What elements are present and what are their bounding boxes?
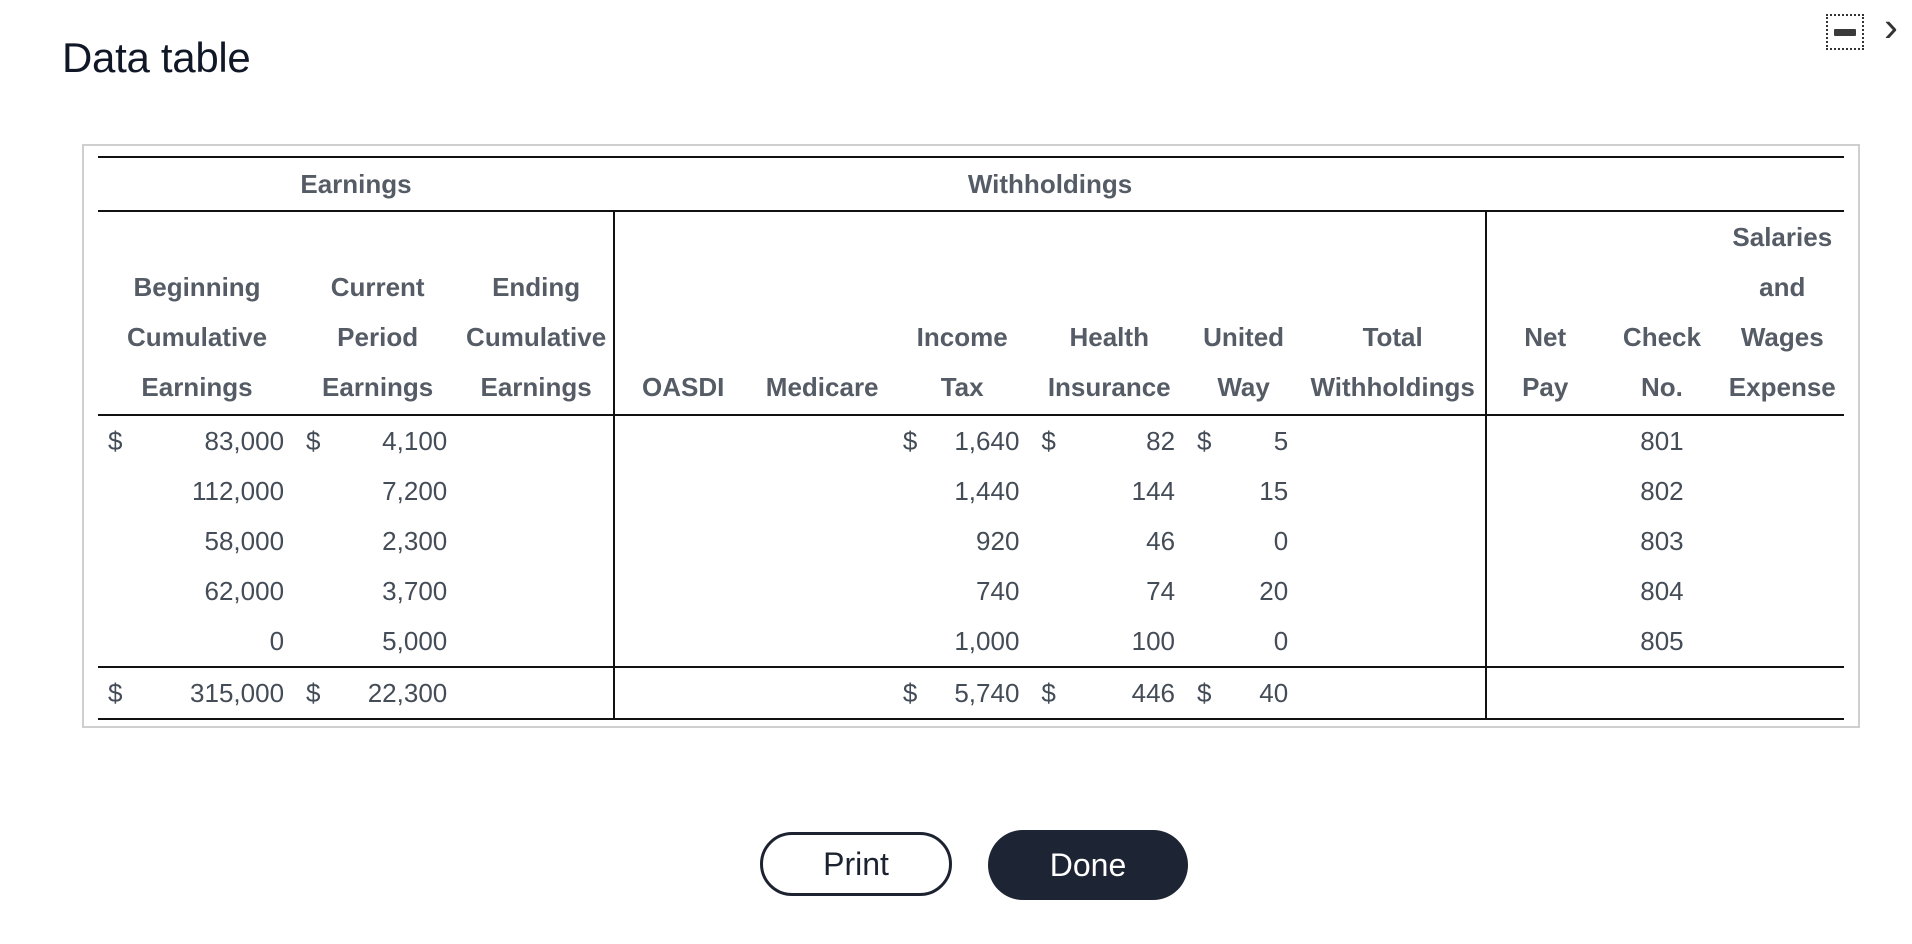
col-header-medicare: Medicare <box>751 211 892 415</box>
ending-cumulative-earnings <box>459 415 614 466</box>
blank-cell <box>1187 516 1244 566</box>
united-way-cell: 20 <box>1259 575 1289 606</box>
total-withholdings-cell <box>1300 516 1486 566</box>
minimize-bar <box>1834 29 1856 36</box>
united-way-cell: 0 <box>1273 525 1289 556</box>
blank-cell <box>1031 516 1092 566</box>
total-total-withholdings <box>1300 667 1486 719</box>
col-header-united-way: United Way <box>1187 211 1300 415</box>
total-net-pay <box>1486 667 1603 719</box>
total-medicare <box>751 667 892 719</box>
total-income-tax: 5,740 <box>954 667 1032 719</box>
current-period-earnings: 5,000 <box>382 625 448 656</box>
income-tax-cell: 1,440 <box>954 475 1020 506</box>
total-salaries-expense <box>1721 667 1844 719</box>
blank-cell <box>1031 616 1092 667</box>
withholdings-group-header: Withholdings <box>614 157 1486 211</box>
ending-cumulative-earnings <box>459 616 614 667</box>
beginning-cumulative-earnings: 112,000 <box>191 475 285 506</box>
done-button[interactable]: Done <box>988 830 1188 900</box>
blank-cell <box>1031 566 1092 616</box>
net-pay-cell <box>1486 466 1603 516</box>
income-tax-cell: 920 <box>976 525 1020 556</box>
income-tax-cell: 1,000 <box>954 625 1020 656</box>
beginning-cumulative-earnings: 0 <box>269 625 285 656</box>
chevron-right-icon[interactable]: › <box>1884 3 1898 50</box>
table-row <box>98 516 1844 566</box>
income-tax-cell: 1,640 <box>954 425 1020 456</box>
total-health-insurance: 446 <box>1092 667 1187 719</box>
dialog-title: Data table <box>62 34 251 81</box>
total-withholdings-cell <box>1300 616 1486 667</box>
blank-cell <box>296 566 367 616</box>
salaries-expense-cell <box>1721 466 1844 516</box>
beginning-cumulative-earnings: 62,000 <box>204 575 285 606</box>
oasdi-cell <box>614 516 751 566</box>
blank-cell <box>1187 466 1244 516</box>
table-row <box>98 566 1844 616</box>
blank-cell <box>98 616 189 667</box>
salaries-expense-cell <box>1721 566 1844 616</box>
ending-cumulative-earnings <box>459 516 614 566</box>
column-header-row <box>98 211 1844 415</box>
print-button[interactable]: Print <box>760 832 952 896</box>
group-header-blank <box>1486 157 1844 211</box>
health-insurance-cell: 100 <box>1131 625 1176 656</box>
col-header-salaries-expense: Salaries and Wages Expense <box>1721 211 1844 415</box>
total-withholdings-cell <box>1300 415 1486 466</box>
blank-cell <box>893 616 954 667</box>
net-pay-cell <box>1486 616 1603 667</box>
currency-symbol: $ <box>1187 667 1244 719</box>
check-no-cell: 804 <box>1640 575 1684 606</box>
salaries-expense-cell <box>1721 616 1844 667</box>
united-way-cell: 15 <box>1259 475 1289 506</box>
earnings-group-header: Earnings <box>98 157 614 211</box>
health-insurance-cell: 46 <box>1146 525 1176 556</box>
table-row <box>98 415 1844 466</box>
totals-row <box>98 667 1844 719</box>
health-insurance-cell: 82 <box>1146 425 1176 456</box>
oasdi-cell <box>614 616 751 667</box>
medicare-cell <box>751 566 892 616</box>
health-insurance-cell: 74 <box>1146 575 1176 606</box>
col-header-beginning: Beginning Cumulative Earnings <box>98 211 296 415</box>
salaries-expense-cell <box>1721 415 1844 466</box>
united-way-cell: 5 <box>1273 425 1289 456</box>
blank-cell <box>1187 616 1244 667</box>
oasdi-cell <box>614 566 751 616</box>
col-header-total-withholdings: Total Withholdings <box>1300 211 1486 415</box>
beginning-cumulative-earnings: 58,000 <box>204 525 285 556</box>
current-period-earnings: 3,700 <box>382 575 448 606</box>
medicare-cell <box>751 415 892 466</box>
net-pay-cell <box>1486 566 1603 616</box>
united-way-cell: 0 <box>1273 625 1289 656</box>
blank-cell <box>1031 466 1092 516</box>
current-period-earnings: 7,200 <box>382 475 448 506</box>
total-oasdi <box>614 667 751 719</box>
medicare-cell <box>751 516 892 566</box>
blank-cell <box>296 616 367 667</box>
currency-symbol: $ <box>306 425 321 456</box>
blank-cell <box>296 466 367 516</box>
col-header-net-pay: Net Pay <box>1486 211 1603 415</box>
currency-symbol: $ <box>1031 667 1092 719</box>
col-header-ending: Ending Cumulative Earnings <box>459 211 614 415</box>
blank-cell <box>98 516 189 566</box>
oasdi-cell <box>614 466 751 516</box>
blank-cell <box>893 516 954 566</box>
check-no-cell: 801 <box>1640 425 1684 456</box>
data-table <box>98 156 1844 720</box>
blank-cell <box>98 566 189 616</box>
health-insurance-cell: 144 <box>1131 475 1176 506</box>
check-no-cell: 802 <box>1640 475 1684 506</box>
blank-cell <box>98 466 189 516</box>
currency-symbol: $ <box>108 425 123 456</box>
blank-cell <box>1187 566 1244 616</box>
blank-cell <box>296 516 367 566</box>
total-current-period-earnings: 22,300 <box>367 667 459 719</box>
table-row <box>98 466 1844 516</box>
minimize-icon[interactable] <box>1826 14 1864 50</box>
total-united-way: 40 <box>1244 667 1301 719</box>
current-period-earnings: 2,300 <box>382 525 448 556</box>
ending-cumulative-earnings <box>459 566 614 616</box>
total-withholdings-cell <box>1300 566 1486 616</box>
beginning-cumulative-earnings: 83,000 <box>204 425 285 456</box>
current-period-earnings: 4,100 <box>382 425 448 456</box>
col-header-income-tax: Income Tax <box>893 211 1032 415</box>
total-check-no <box>1603 667 1720 719</box>
net-pay-cell <box>1486 516 1603 566</box>
currency-symbol: $ <box>893 667 954 719</box>
medicare-cell <box>751 616 892 667</box>
currency-symbol: $ <box>1041 425 1056 456</box>
currency-symbol: $ <box>1197 425 1212 456</box>
net-pay-cell <box>1486 415 1603 466</box>
group-header-row <box>98 157 1844 211</box>
col-header-health-insurance: Health Insurance <box>1031 211 1187 415</box>
ending-cumulative-earnings <box>459 466 614 516</box>
blank-cell <box>893 566 954 616</box>
check-no-cell: 805 <box>1640 625 1684 656</box>
salaries-expense-cell <box>1721 516 1844 566</box>
oasdi-cell <box>614 415 751 466</box>
total-withholdings-cell <box>1300 466 1486 516</box>
button-bar <box>0 830 1912 902</box>
table-row <box>98 616 1844 667</box>
check-no-cell: 803 <box>1640 525 1684 556</box>
blank-cell <box>893 466 954 516</box>
income-tax-cell: 740 <box>976 575 1020 606</box>
col-header-current: Current Period Earnings <box>296 211 459 415</box>
col-header-check-no: Check No. <box>1603 211 1720 415</box>
total-beginning-cumulative-earnings: 315,000 <box>189 667 296 719</box>
medicare-cell <box>751 466 892 516</box>
col-header-oasdi: OASDI <box>614 211 751 415</box>
currency-symbol: $ <box>296 667 367 719</box>
total-ending-cumulative-earnings <box>459 667 614 719</box>
currency-symbol: $ <box>902 425 918 456</box>
currency-symbol: $ <box>98 667 189 719</box>
